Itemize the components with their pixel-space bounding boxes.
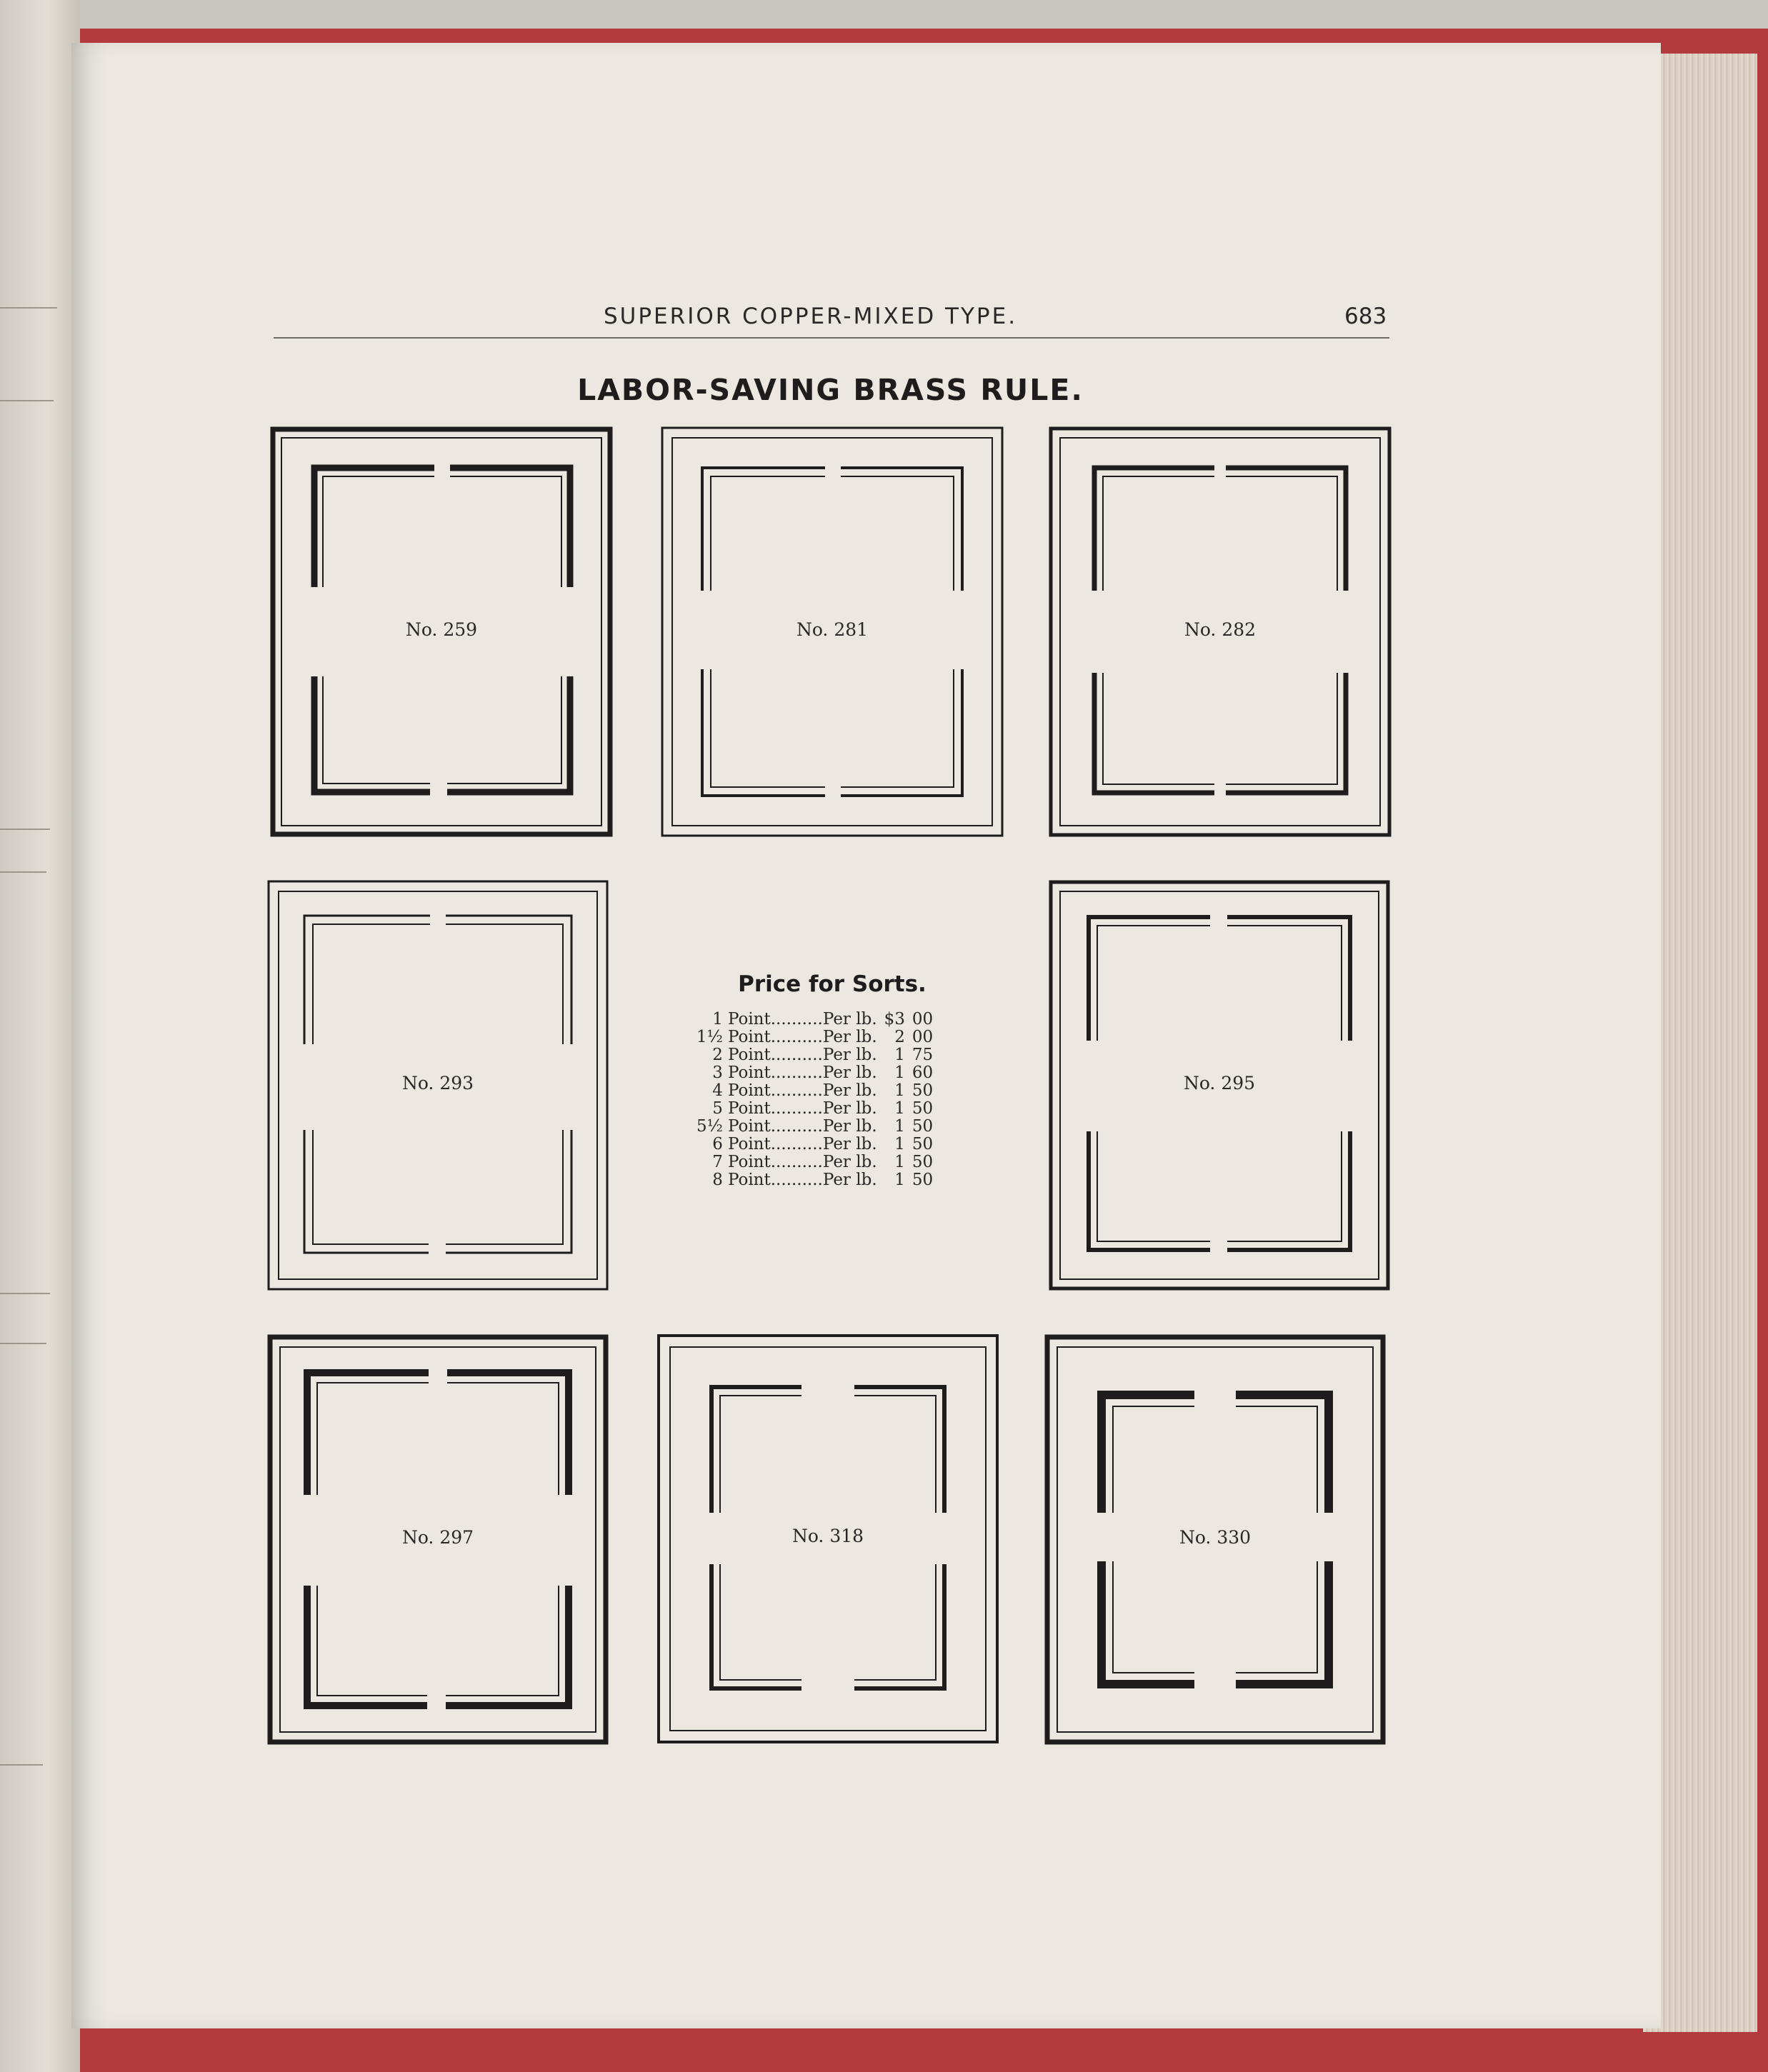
price-dollars: 1 [894, 1081, 905, 1100]
page-title: LABOR-SAVING BRASS RULE. [577, 373, 1084, 407]
price-dollars: 1 [894, 1153, 905, 1171]
point-size: 3 [712, 1063, 723, 1082]
leader-dots: .......... [770, 1010, 823, 1029]
price-dollars: 1 [894, 1063, 905, 1082]
point-size: 6 [712, 1135, 723, 1153]
frame-label: No. 282 [1184, 619, 1257, 640]
frame-label: No. 318 [791, 1526, 864, 1546]
price-row [696, 1100, 933, 1118]
price-row [696, 1118, 933, 1136]
price-basis: Per lb. [822, 1028, 877, 1046]
price-dollars: 2 [894, 1028, 905, 1046]
leader-dots: .......... [770, 1153, 823, 1171]
price-cents: 75 [912, 1046, 934, 1064]
frame-label: No. 259 [405, 619, 478, 640]
point-unit: Point.......... [727, 1135, 823, 1153]
frame-label: No. 293 [401, 1073, 474, 1093]
point-size: 1 [712, 1010, 723, 1029]
price-dollars: $3 [884, 1010, 905, 1029]
rule-frame-281 [661, 426, 1004, 837]
frame-label: No. 330 [1179, 1527, 1252, 1548]
point-unit: Point.......... [727, 1171, 823, 1189]
leader-dots: .......... [770, 1117, 823, 1136]
rule-frame-259 [270, 426, 613, 837]
price-row [696, 1046, 933, 1064]
price-cents: 50 [912, 1153, 934, 1171]
price-row [696, 1082, 933, 1100]
point-size: 2 [712, 1046, 723, 1064]
rule-frame-318 [657, 1334, 999, 1743]
price-list-table [696, 1011, 933, 1189]
price-list-title: Price for Sorts. [738, 971, 927, 997]
price-basis: Per lb. [822, 1081, 877, 1100]
background [0, 0, 1768, 29]
point-unit: Point.......... [727, 1153, 823, 1171]
point-size: 5½ [696, 1117, 723, 1136]
point-size: 4 [712, 1081, 723, 1100]
price-dollars: 1 [894, 1117, 905, 1136]
price-basis: Per lb. [822, 1063, 877, 1082]
price-dollars: 1 [894, 1171, 905, 1189]
frame-label: No. 295 [1183, 1073, 1256, 1093]
price-row [696, 1136, 933, 1153]
price-row [696, 1029, 933, 1046]
price-dollars: 1 [894, 1046, 905, 1064]
price-row [696, 1153, 933, 1171]
point-unit: Point.......... [727, 1081, 823, 1100]
price-basis: Per lb. [822, 1117, 877, 1136]
leader-dots: .......... [770, 1135, 823, 1153]
rule-frame-293 [267, 880, 609, 1291]
price-basis: Per lb. [822, 1010, 877, 1029]
price-row [696, 1011, 933, 1029]
price-cents: 50 [912, 1081, 934, 1100]
point-size: 7 [712, 1153, 723, 1171]
price-basis: Per lb. [822, 1135, 877, 1153]
point-size: 5 [712, 1099, 723, 1118]
frame-label: No. 297 [401, 1527, 474, 1548]
price-cents: 00 [912, 1028, 934, 1046]
leader-dots: .......... [770, 1028, 823, 1046]
rule-frame-295 [1049, 880, 1390, 1291]
point-size: 1½ [696, 1028, 723, 1046]
price-row [696, 1064, 933, 1082]
leader-dots: .......... [770, 1046, 823, 1064]
price-row [696, 1171, 933, 1189]
point-unit: Point.......... [727, 1046, 823, 1064]
price-basis: Per lb. [822, 1171, 877, 1189]
point-unit: Point.......... [727, 1028, 823, 1046]
leader-dots: .......... [770, 1099, 823, 1118]
page-number: 683 [1344, 304, 1387, 329]
price-cents: 00 [912, 1010, 934, 1029]
price-basis: Per lb. [822, 1099, 877, 1118]
price-basis: Per lb. [822, 1046, 877, 1064]
point-unit: Point.......... [727, 1099, 823, 1118]
rule-frame-282 [1049, 426, 1392, 837]
rule-frame-330 [1044, 1334, 1386, 1745]
leader-dots: .......... [770, 1171, 823, 1189]
leader-dots: .......... [770, 1081, 823, 1100]
price-dollars: 1 [894, 1135, 905, 1153]
running-head: SUPERIOR COPPER-MIXED TYPE. [604, 304, 1018, 329]
price-cents: 50 [912, 1135, 934, 1153]
price-cents: 50 [912, 1171, 934, 1189]
price-cents: 50 [912, 1117, 934, 1136]
point-unit: Point.......... [727, 1010, 823, 1029]
point-unit: Point.......... [727, 1063, 823, 1082]
price-basis: Per lb. [822, 1153, 877, 1171]
point-size: 8 [712, 1171, 723, 1189]
price-dollars: 1 [894, 1099, 905, 1118]
price-cents: 60 [912, 1063, 934, 1082]
price-cents: 50 [912, 1099, 934, 1118]
point-unit: Point.......... [727, 1117, 823, 1136]
header-rule [274, 337, 1389, 339]
rule-frame-297 [267, 1334, 609, 1745]
leader-dots: .......... [770, 1063, 823, 1082]
left-page-edge [0, 0, 80, 2072]
frame-label: No. 281 [796, 619, 869, 640]
